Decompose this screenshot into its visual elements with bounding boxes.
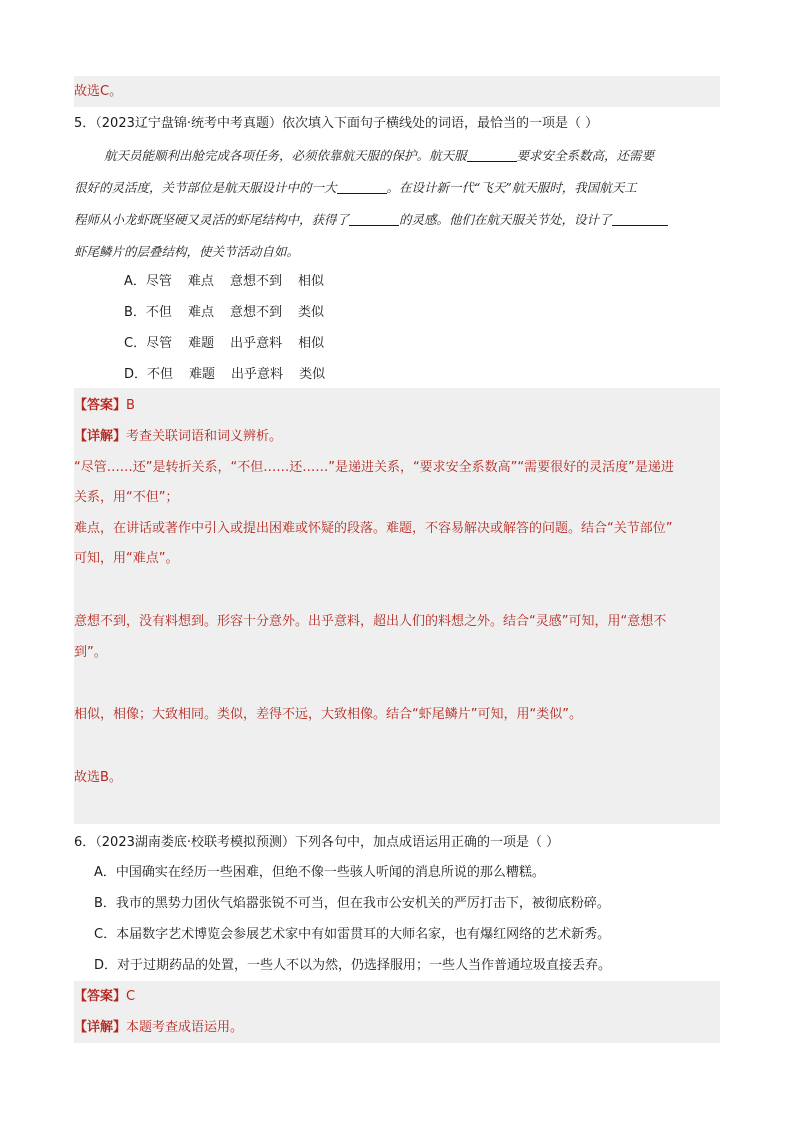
q6-detail [74,1012,720,1043]
q5-passage-text: 。在设计新一代“飞天”航天服时，我国航天工 [386,180,637,195]
fill-blank-4 [612,211,668,226]
detail-label: 【详解】 [74,1020,127,1035]
q5-detail [74,421,720,452]
q5-passage-line-2 [74,172,720,203]
fill-blank-3 [349,211,399,226]
q5-stem: 5．（2023辽宁盘锦·统考中考真题）依次填入下面句子横线处的词语，最恰当的一项是（ ） [74,116,599,131]
option-letter: C． [124,336,147,351]
q6-answer [74,981,720,1012]
answer-value: C [126,989,136,1004]
answer-label: 【答案】 [74,398,127,413]
q5-analysis-line-1: “尽管……还”是转折关系，“不但……还……”是递进关系，“要求安全系数高”“需要很好的灵活度”是递进 [74,460,674,475]
q5-option-c [74,328,770,359]
q5-analysis-line-7: 相似，相像；大致相同。类似，差得不远，大致相像。结合“虾尾鳞片”可知，用“类似”。 [74,707,582,722]
q5-passage-line-1 [74,140,750,171]
q5-passage-line-4 [74,236,720,267]
q5-analysis-line-6: 到”。 [74,645,107,660]
fill-blank-2 [337,179,387,194]
q5-answer [74,390,720,421]
q5-passage-text: 虾尾鳞片的层叠结构，使关节活动自如。 [74,244,300,259]
option-word: 难点 [187,274,214,289]
q5-passage-line-3 [74,204,720,235]
detail-intro: 本题考查成语运用。 [126,1020,244,1035]
q5-analysis-line-2: 关系，用“不但”； [74,490,179,505]
option-word: 尽管 [145,274,172,289]
fill-blank-1 [467,147,517,162]
q6-stem: 6．（2023湖南娄底·校联考模拟预测）下列各句中，加点成语运用正确的一项是（ ） [74,835,560,850]
option-letter: B． [124,305,146,320]
q6-option-d: D．对于过期药品的处置，一些人不以为然，仍选择服用；一些人当作普通垃圾直接丢弃。 [94,958,612,973]
q4-conclusion: 故选C。 [74,76,720,107]
option-word: 意想不到 [229,305,282,320]
detail-label: 【详解】 [74,429,127,444]
answer-label: 【答案】 [74,989,127,1004]
option-word: 相似 [298,336,325,351]
q5-analysis-line-4: 可知，用“难点”。 [74,551,179,566]
option-word: 难题 [188,336,215,351]
q5-option-b [74,297,770,328]
q5-passage-text: 程师从小龙虾既坚硬又灵活的虾尾结构中，获得了 [74,212,350,227]
option-word: 出乎意料 [230,336,283,351]
q5-conclusion: 故选B。 [74,770,122,785]
q5-passage-text: 很好的灵活度，关节部位是航天服设计中的一大 [74,180,337,195]
option-word: 类似 [299,367,326,382]
option-word: 不但 [145,305,172,320]
detail-intro: 考查关联词语和词义辨析。 [126,429,283,444]
q6-option-b: B．我市的黑势力团伙气焰嚣张锐不可当，但在我市公安机关的严厉打击下，被彻底粉碎。 [94,896,610,911]
q5-analysis-line-5: 意想不到，没有料想到。形容十分意外。出乎意料，超出人们的料想之外。结合“灵感”可知，用“意想不 [74,614,667,629]
option-word: 尽管 [146,336,173,351]
option-word: 难题 [189,367,216,382]
q5-passage-text: 航天员能顺利出舱完成各项任务，必须依靠航天服的保护。航天服 [104,148,467,163]
option-word: 类似 [297,305,324,320]
option-letter: A． [124,274,146,289]
option-word: 意想不到 [229,274,282,289]
option-word: 出乎意料 [231,367,284,382]
q5-passage-text: 的灵感。他们在航天服关节处，设计了 [399,212,612,227]
q6-option-a: A．中国确实在经历一些困难，但绝不像一些骇人听闻的消息所说的那么糟糕。 [94,865,545,880]
option-word: 相似 [297,274,324,289]
q5-option-d [74,359,770,390]
q5-passage-text: 要求安全系数高，还需要 [516,148,655,163]
q5-option-a [74,266,770,297]
q6-option-c: C．本届数字艺术博览会参展艺术家中有如雷贯耳的大师名家，也有爆红网络的艺术新秀。 [94,927,611,942]
option-word: 不但 [147,367,174,382]
option-word: 难点 [187,305,214,320]
option-letter: D． [124,367,148,382]
q5-analysis-line-3: 难点，在讲话或著作中引入或提出困难或怀疑的段落。难题，不容易解决或解答的问题。结合“关节部位” [74,521,673,536]
answer-value: B [126,398,135,413]
